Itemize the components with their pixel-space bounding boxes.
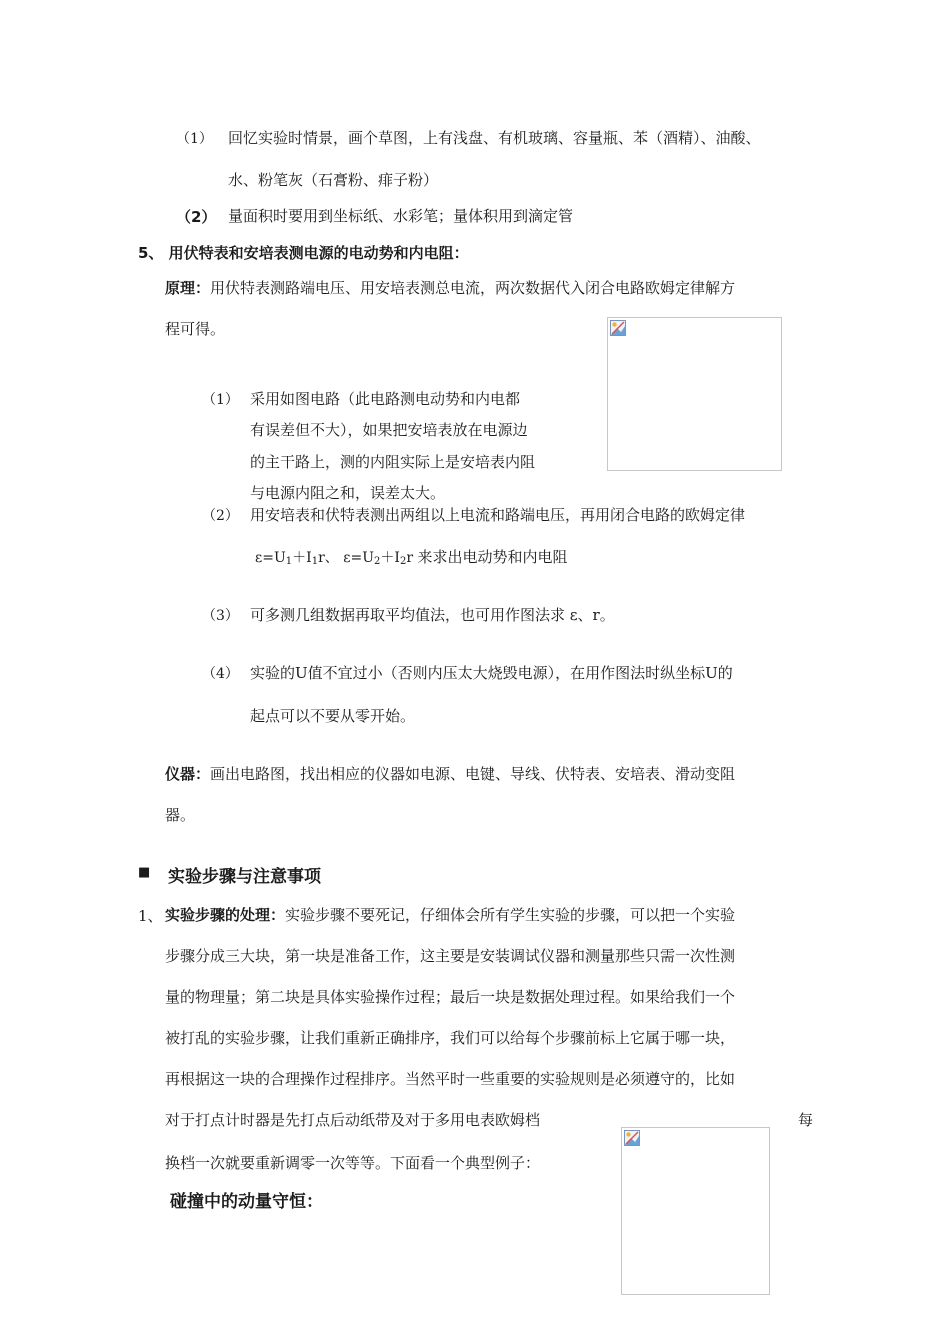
s5-item3-number: （3） xyxy=(202,608,239,624)
p1-line3: 量的物理量；第二块是具体实验操作过程；最后一块是数据处理过程。如果给我们一个 xyxy=(165,988,736,1006)
principle-text: 用伏特表测路端电压、用安培表测总电流，两次数据代入闭合电路欧姆定律解方 xyxy=(210,279,736,297)
item1-number: （1） xyxy=(176,131,213,147)
s5-item4-number: （4） xyxy=(202,666,239,682)
instrument-text: 画出电路图，找出相应的仪器如电源、电键、导线、伏特表、安培表、滑动变阻 xyxy=(210,765,736,783)
section-bullet: ■ xyxy=(138,865,151,880)
s5-item2-line1: 用安培表和伏特表测出两组以上电流和路端电压，再用闭合电路的欧姆定律 xyxy=(250,506,746,524)
s5-item2-number: （2） xyxy=(202,508,239,524)
p1-line7: 换档一次就要重新调零一次等等。下面看一个典型例子： xyxy=(165,1154,541,1172)
broken-image-icon xyxy=(610,320,626,336)
principle-label: 原理： xyxy=(165,279,211,297)
collision-apparatus-image xyxy=(621,1127,770,1295)
p1-label: 实验步骤的处理： xyxy=(165,906,286,924)
principle-line1 xyxy=(165,277,735,298)
s5-item3-line1: 可多测几组数据再取平均值法，也可用作图法求 ε、r。 xyxy=(250,606,615,624)
broken-image-icon xyxy=(624,1130,640,1146)
p1-line5: 再根据这一块的合理操作过程排序。当然平时一些重要的实验规则是必须遵守的，比如 xyxy=(165,1070,736,1088)
item2-line1: 量面积时要用到坐标纸、水彩笔；量体积用到滴定管 xyxy=(228,207,574,225)
item1-line2: 水、粉笔灰（石膏粉、痱子粉） xyxy=(228,171,439,189)
s5-item1-line1: 采用如图电路（此电路测电动势和内电都 xyxy=(250,390,521,408)
p1-text: 实验步骤不要死记，仔细体会所有学生实验的步骤，可以把一个实验 xyxy=(285,906,736,924)
instrument-label: 仪器： xyxy=(165,765,211,783)
s5-item4-line1: 实验的U值不宜过小（否则内压太大烧毁电源），在用作图法时纵坐标U的 xyxy=(250,664,733,682)
circuit-diagram-image xyxy=(607,317,782,471)
instrument-line2: 器。 xyxy=(165,806,196,824)
p1-line4: 被打乱的实验步骤，让我们重新正确排序，我们可以给每个步骤前标上它属于哪一块， xyxy=(165,1029,736,1047)
steps-section-heading: 实验步骤与注意事项 xyxy=(168,867,321,887)
p1-number: 1、 xyxy=(138,907,163,925)
item2-number: （2） xyxy=(176,208,217,226)
p1-line6a: 对于打点计时器是先打点后动纸带及对于多用电表欧姆档 xyxy=(165,1111,541,1129)
p1-line1 xyxy=(165,904,735,925)
s5-item1-line4: 与电源内阻之和，误差太大。 xyxy=(250,484,446,502)
principle-line2: 程可得。 xyxy=(165,320,226,338)
s5-item4-line2: 起点可以不要从零开始。 xyxy=(250,707,416,725)
p1-line6b: 每 xyxy=(798,1111,814,1129)
s5-item1-line2: 有误差但不大），如果把安培表放在电源边 xyxy=(250,421,528,439)
s5-item1-number: （1） xyxy=(202,392,239,408)
s5-item2-equations: $\varepsilon=U_1+I_1r$、 $\varepsilon=U_2+I_2r$ 来求出电动势和内电阻 xyxy=(255,548,568,567)
p1-line2: 步骤分成三大块，第一块是准备工作，这主要是安装调试仪器和测量那些只需一次性测 xyxy=(165,947,736,965)
s5-item1-line3: 的主干路上，测的内阻实际上是安培表内阻 xyxy=(250,453,536,471)
item1-line1: 回忆实验时情景，画个草图，上有浅盘、有机玻璃、容量瓶、苯（酒精）、油酸、 xyxy=(228,129,761,147)
section5-heading: 5、 用伏特表和安培表测电源的电动势和内电阻： xyxy=(138,244,469,262)
collision-heading: 碰撞中的动量守恒： xyxy=(170,1192,323,1212)
instrument-line1 xyxy=(165,763,735,784)
